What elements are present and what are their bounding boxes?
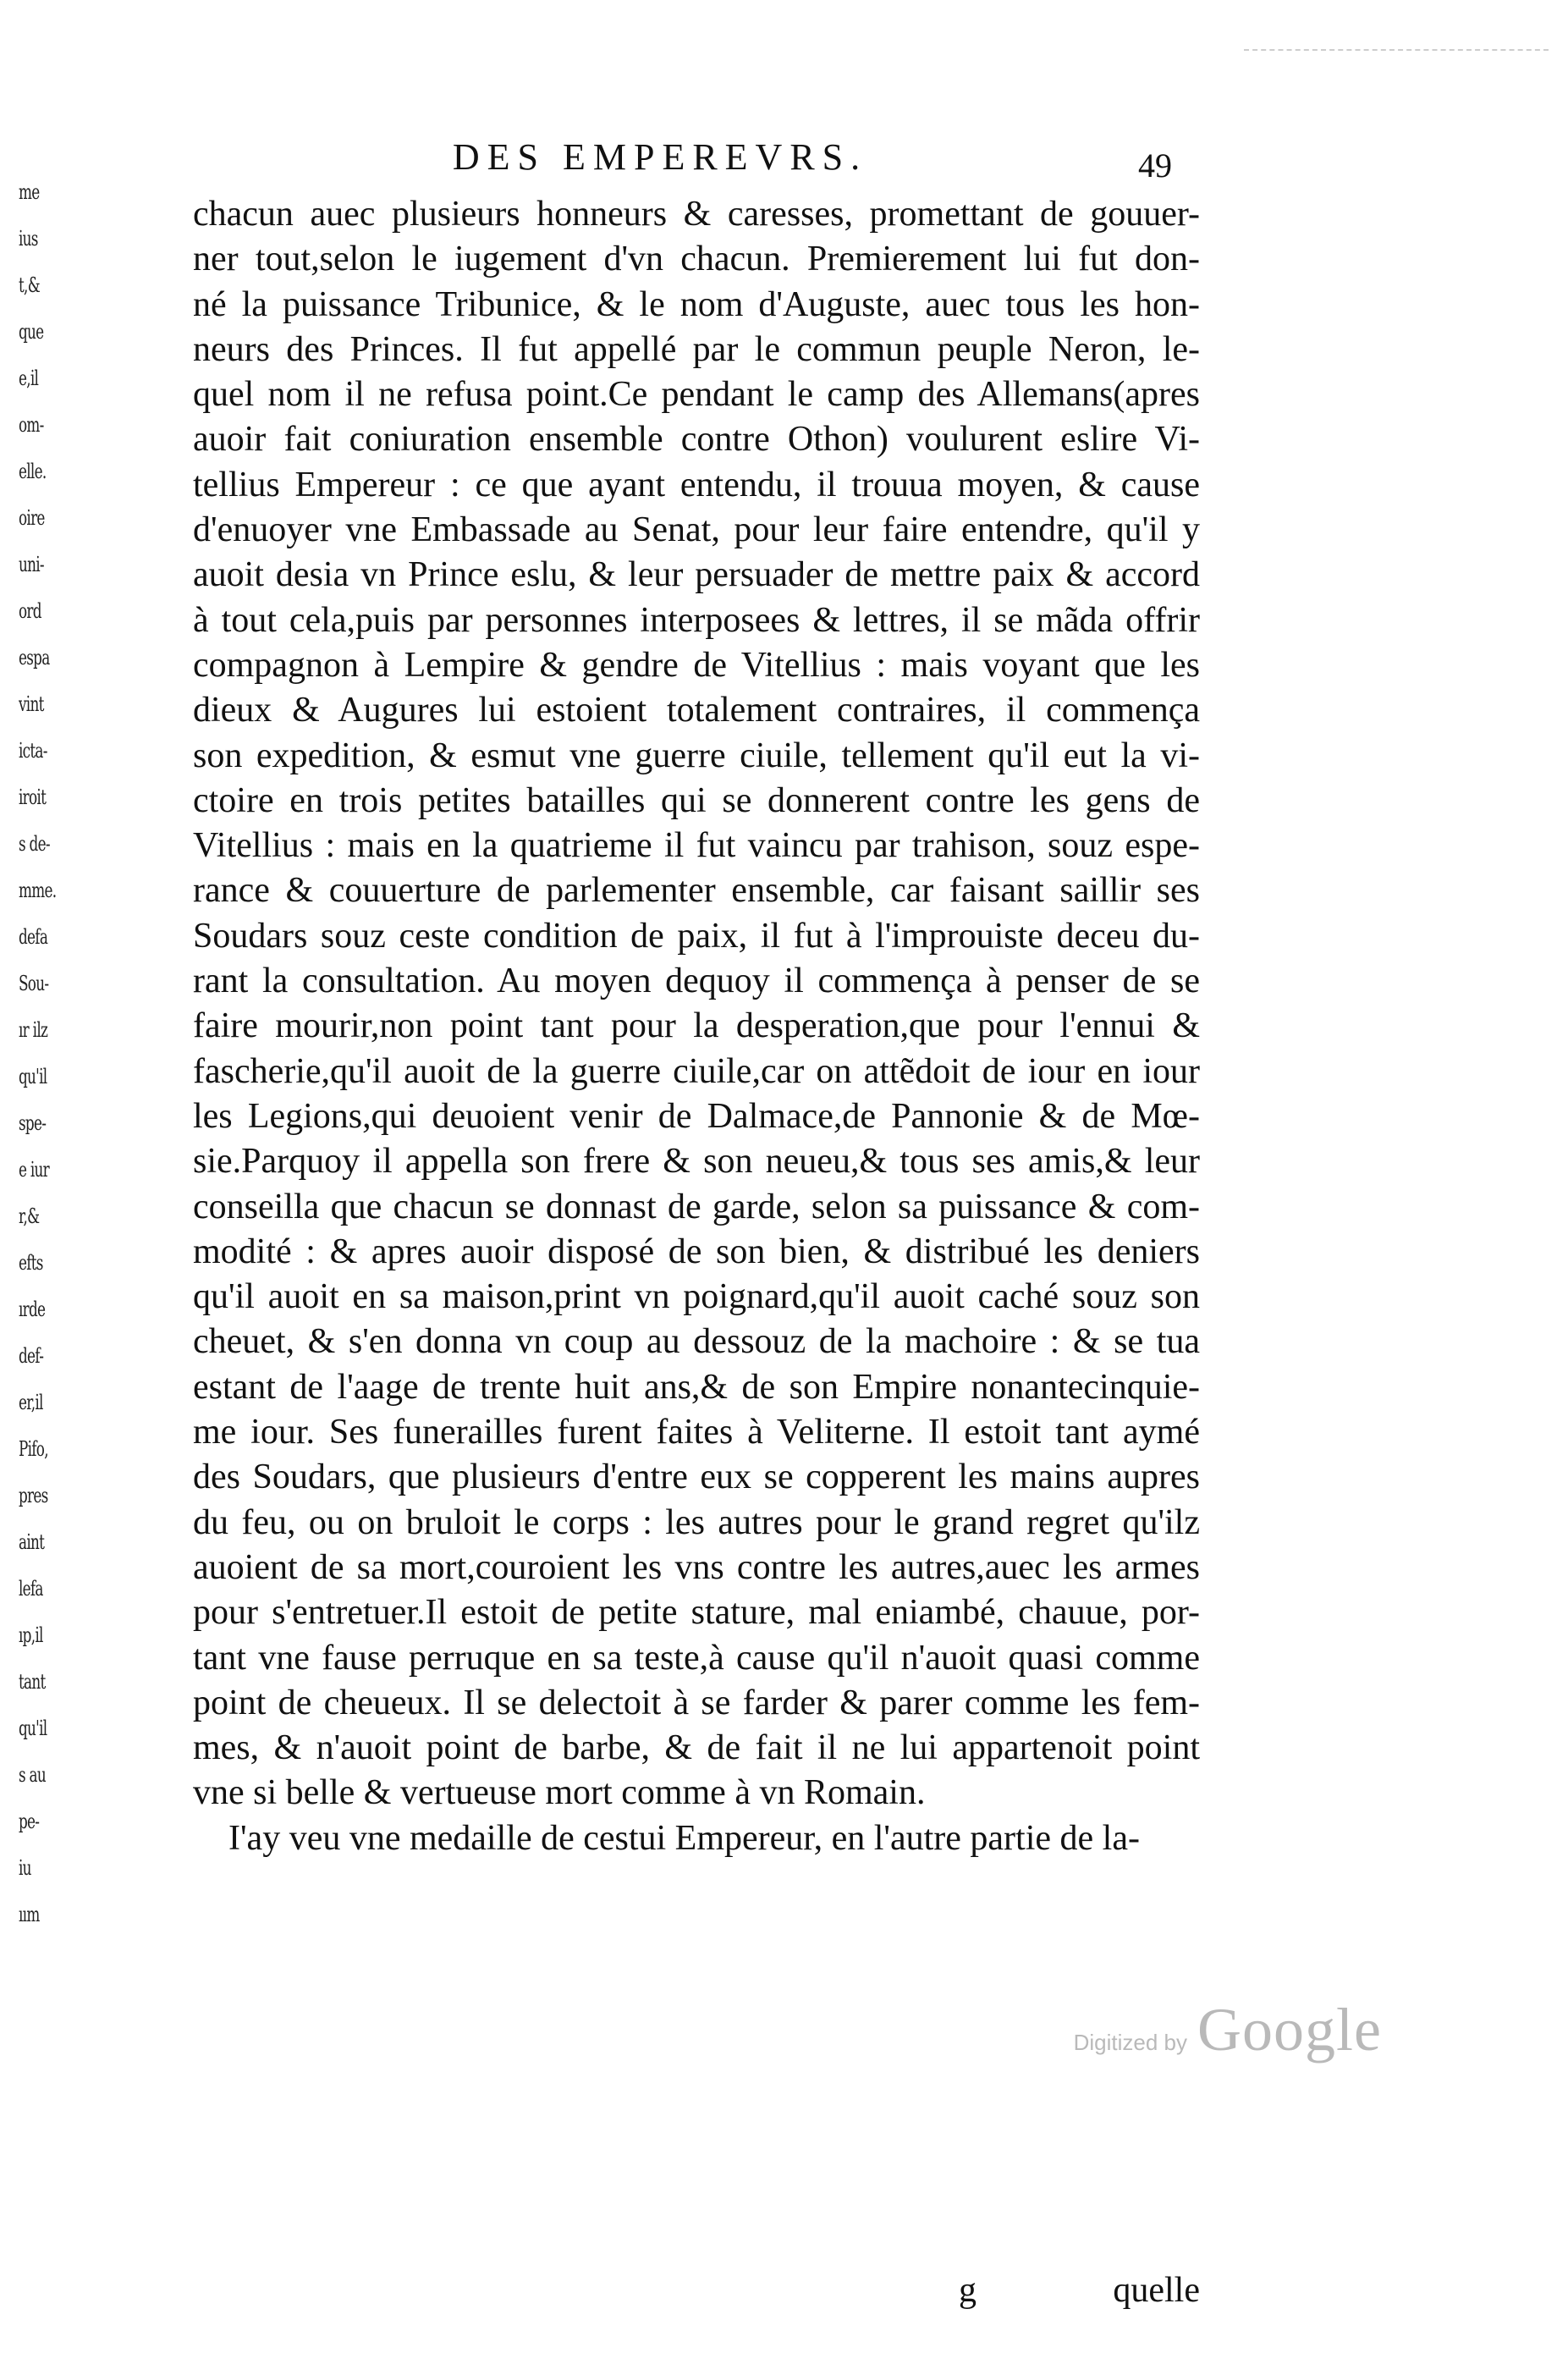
- margin-fragment: qu'il: [19, 1717, 47, 1740]
- catchword: quelle: [1113, 2271, 1200, 2310]
- margin-fragment: Sou-: [19, 972, 49, 995]
- margin-fragment: qu'il: [19, 1065, 47, 1088]
- margin-fragment: iroit: [19, 785, 47, 809]
- text-line: point de cheueux. Il se delectoit à se farder & parer comme les fem-: [193, 1683, 1200, 1722]
- margin-fragment: tant: [19, 1670, 46, 1694]
- margin-fragment: Pifo,: [19, 1437, 48, 1461]
- margin-fragment: ır ilz: [19, 1018, 48, 1042]
- text-line: compagnon à Lempire & gendre de Vitellius : mais voyant que les: [193, 645, 1200, 685]
- text-line: chacun auec plusieurs honneurs & caresses, promettant de gouuer-: [193, 195, 1200, 234]
- margin-fragment: elle.: [19, 460, 47, 483]
- text-line: Vitellius : mais en la quatrieme il fut vaincu par trahison, souz espe-: [193, 826, 1200, 866]
- text-line: pour s'entretuer.Il estoit de petite stature, mal eniambé, chauue, por-: [193, 1593, 1200, 1633]
- text-line: qu'il auoit en sa maison,print vn poignard,qu'il auoit caché souz son: [193, 1277, 1200, 1317]
- margin-fragment: defa: [19, 925, 48, 949]
- text-line: tellius Empereur : ce que ayant entendu, il trouua moyen, & cause: [193, 465, 1200, 504]
- text-line: à tout cela,puis par personnes interposees & lettres, il se mãda offrir: [193, 600, 1200, 640]
- margin-fragment: ius: [19, 227, 38, 251]
- margin-fragment: er,il: [19, 1391, 43, 1414]
- text-line: vne si belle & vertueuse mort comme à vn Romain.: [193, 1773, 926, 1813]
- text-line: conseilla que chacun se donnast de garde, selon sa puissance & com-: [193, 1187, 1200, 1226]
- margin-fragment: ıp,il: [19, 1623, 43, 1647]
- margin-fragment: vint: [19, 692, 44, 716]
- margin-fragment: me: [19, 180, 40, 204]
- text-line: auoient de sa mort,couroient les vns contre les autres,auec les armes: [193, 1547, 1200, 1587]
- body-text: [193, 192, 1200, 1861]
- margin-fragment: r,&: [19, 1204, 40, 1228]
- signature-mark: g: [959, 2271, 977, 2310]
- page-number: 49: [1138, 146, 1172, 185]
- margin-fragment: espa: [19, 646, 50, 670]
- text-line: les Legions,qui deuoient venir de Dalmace,de Pannonie & de Mœ-: [193, 1096, 1200, 1136]
- margin-fragment: ırde: [19, 1298, 46, 1321]
- text-line: modité : & apres auoir disposé de son bien, & distribué les deniers: [193, 1232, 1200, 1271]
- margin-fragment: e,il: [19, 366, 39, 390]
- margin-fragment: aint: [19, 1530, 45, 1554]
- digitized-watermark: [1074, 1995, 1382, 2065]
- margin-fragment: spe-: [19, 1111, 47, 1135]
- text-line: son expedition, & esmut vne guerre ciuile, tellement qu'il eut la vi-: [193, 736, 1200, 775]
- margin-fragment: t,&: [19, 273, 40, 297]
- margin-fragment: s au: [19, 1763, 47, 1787]
- facing-page-bleed: [19, 169, 65, 2353]
- text-line: Soudars souz ceste condition de paix, il fut à l'improuiste deceu du-: [193, 916, 1200, 956]
- text-line: auoir fait coniuration ensemble contre Othon) voulurent eslire Vi-: [193, 420, 1200, 460]
- text-line: ner tout,selon le iugement d'vn chacun. Premierement lui fut don-: [193, 240, 1200, 279]
- text-line: des Soudars, que plusieurs d'entre eux se copperent les mains aupres: [193, 1458, 1200, 1497]
- margin-fragment: ıım: [19, 1903, 40, 1926]
- margin-fragment: lefa: [19, 1577, 43, 1601]
- margin-fragment: pe-: [19, 1810, 40, 1833]
- text-line: me iour. Ses funerailles furent faites à Veliterne. Il estoit tant aymé: [193, 1413, 1200, 1452]
- running-head: DES EMPEREVRS.: [452, 136, 868, 178]
- margin-fragment: e iur: [19, 1158, 50, 1182]
- margin-fragment: s de-: [19, 832, 50, 856]
- watermark-prefix: Digitized by: [1073, 2030, 1188, 2055]
- margin-fragment: efts: [19, 1251, 43, 1275]
- margin-fragment: mme.: [19, 879, 57, 902]
- catch-row: [193, 2270, 1200, 2312]
- text-line: faire mourir,non point tant pour la desperation,que pour l'ennui &: [193, 1006, 1200, 1046]
- text-line: mes, & n'auoit point de barbe, & de fait il ne lui appartenoit point: [193, 1728, 1200, 1768]
- scan-marks: [1244, 49, 1549, 56]
- text-line: sie.Parquoy il appella son frere & son neueu,& tous ses amis,& leur: [193, 1142, 1200, 1182]
- text-line: d'enuoyer vne Embassade au Senat, pour leur faire entendre, qu'il y: [193, 510, 1200, 550]
- text-line: tant vne fause perruque en sa teste,à cause qu'il n'auoit quasi comme: [193, 1638, 1200, 1678]
- margin-fragment: ord: [19, 599, 41, 623]
- text-line: rance & couuerture de parlementer ensemble, car faisant saillir ses: [193, 871, 1200, 911]
- margin-fragment: uni-: [19, 553, 44, 576]
- watermark-brand: Google: [1197, 1996, 1382, 2064]
- text-line: neurs des Princes. Il fut appellé par le commun peuple Neron, le-: [193, 329, 1200, 369]
- margin-fragment: oire: [19, 506, 45, 530]
- text-line: quel nom il ne refusa point.Ce pendant le camp des Allemans(apres: [193, 375, 1200, 415]
- text-line: estant de l'aage de trente huit ans,& de son Empire nonantecinquie-: [193, 1367, 1200, 1407]
- margin-fragment: def-: [19, 1344, 44, 1368]
- margin-fragment: icta-: [19, 739, 47, 763]
- text-line: du feu, ou on bruloit le corps : les autres pour le grand regret qu'ilz: [193, 1502, 1200, 1542]
- margin-fragment: om-: [19, 413, 44, 437]
- text-line: ctoire en trois petites batailles qui se donnerent contre les gens de: [193, 780, 1200, 820]
- margin-fragment: iu: [19, 1856, 31, 1880]
- margin-fragment: pres: [19, 1484, 48, 1507]
- text-line: I'ay veu vne medaille de cestui Empereur, en l'autre partie de la-: [228, 1818, 1140, 1858]
- margin-fragment: que: [19, 320, 44, 344]
- text-line: cheuet, & s'en donna vn coup au dessouz de la machoire : & se tua: [193, 1322, 1200, 1362]
- text-line: né la puissance Tribunice, & le nom d'Auguste, auec tous les hon-: [193, 284, 1200, 324]
- text-line: auoit desia vn Prince eslu, & leur persuader de mettre paix & accord: [193, 555, 1200, 595]
- text-line: dieux & Augures lui estoient totalement contraires, il commença: [193, 691, 1200, 730]
- text-line: rant la consultation. Au moyen dequoy il commença à penser de se: [193, 962, 1200, 1001]
- text-line: fascherie,qu'il auoit de la guerre ciuile,car on attẽdoit de iour en iour: [193, 1051, 1200, 1091]
